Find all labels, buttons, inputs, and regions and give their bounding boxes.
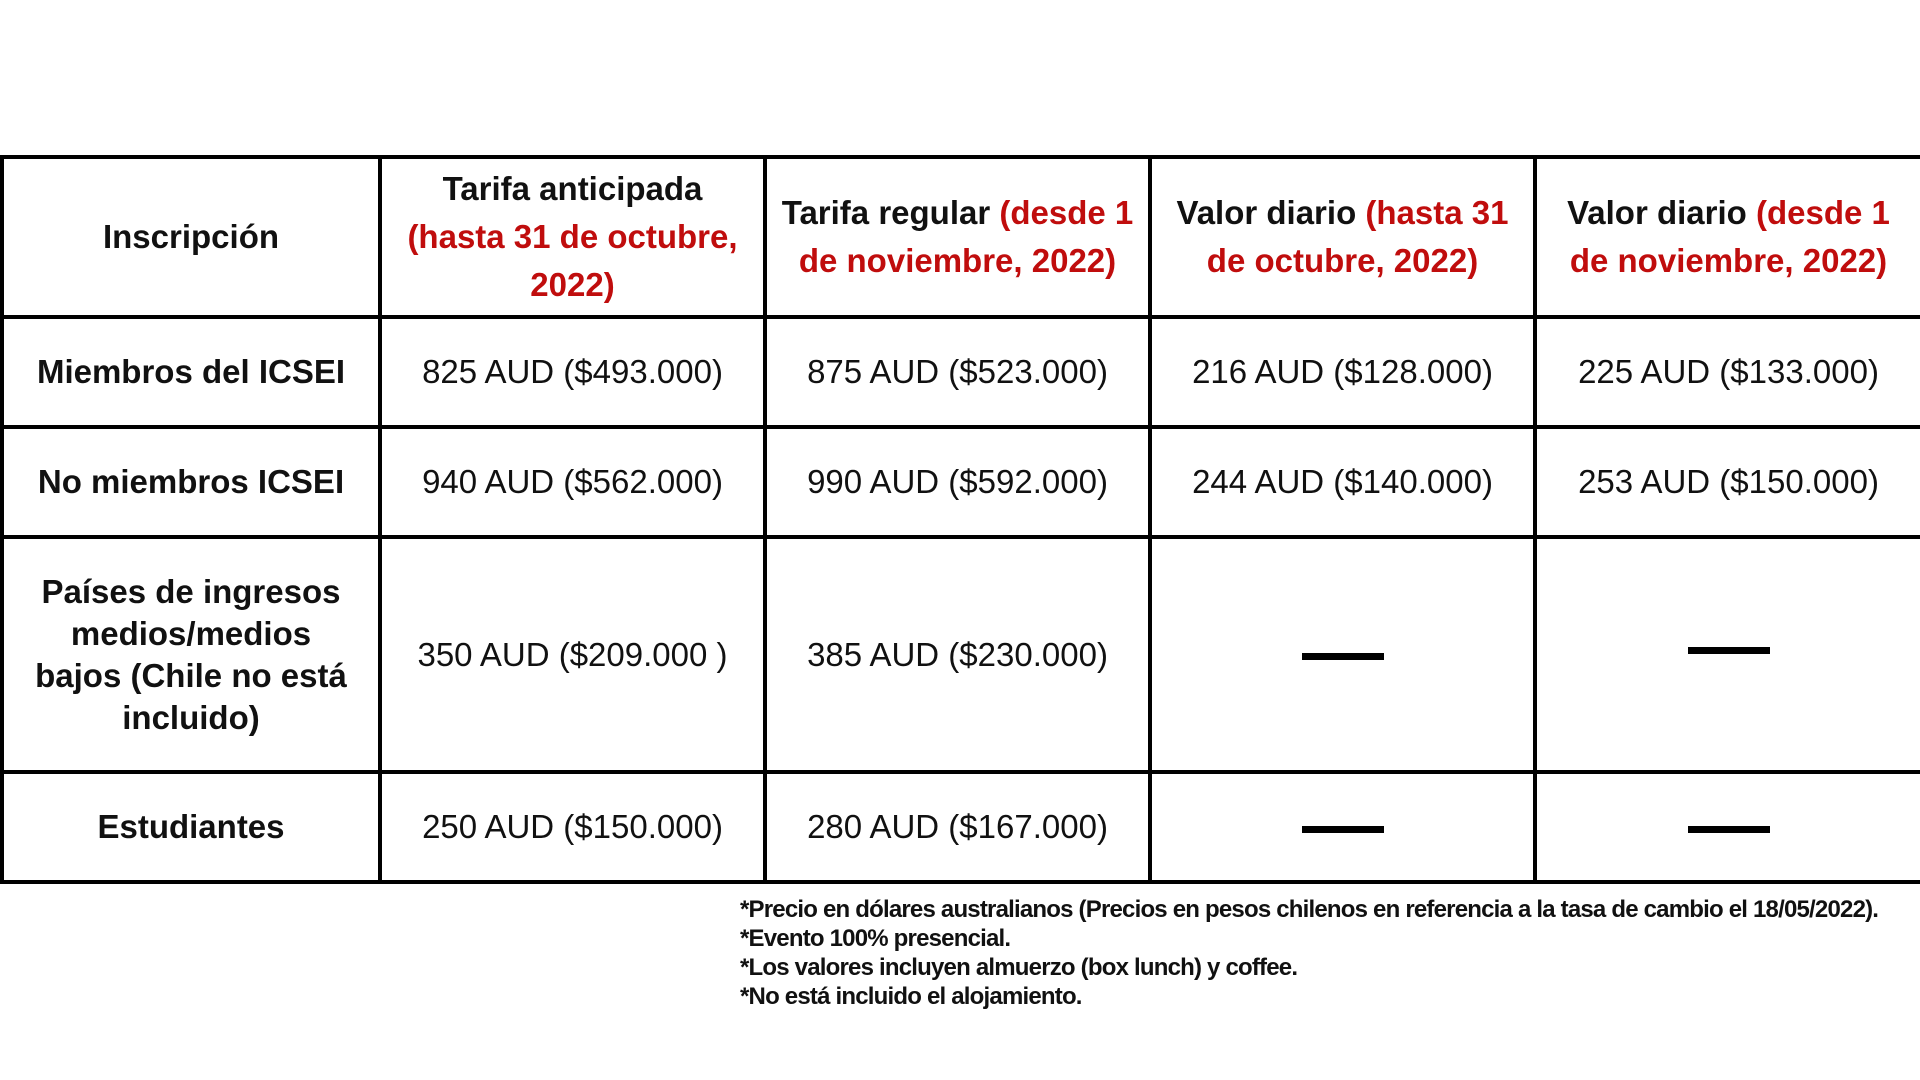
header-detail: (desde 1 de noviembre, 2022) [1569, 194, 1890, 279]
footnote: *Evento 100% presencial. [740, 925, 1011, 952]
dash-icon [1302, 653, 1384, 660]
header-main: Valor diario [1176, 194, 1357, 231]
footnote: *Precio en dólares australianos (Precios en pesos chilenos en referencia a la tasa de cambio el 18/05/2022). [740, 896, 1879, 923]
pricing-table [0, 155, 1920, 884]
footnote: *Los valores incluyen almuerzo (box lunch) y coffee. [740, 954, 1298, 981]
header-main: Tarifa anticipada [442, 170, 703, 207]
header-main: Tarifa regular [781, 194, 991, 231]
header-valor-diario-desde [1535, 157, 1920, 317]
price-cell: 280 AUD ($167.000) [765, 772, 1150, 882]
row-label: No miembros ICSEI [2, 427, 380, 537]
row-label: Estudiantes [2, 772, 380, 882]
price-cell: 216 AUD ($128.000) [1150, 317, 1535, 427]
header-inscripcion-label: Inscripción [102, 218, 280, 255]
table-row-no-miembros [2, 427, 1920, 537]
row-label: Miembros del ICSEI [2, 317, 380, 427]
price-cell: 875 AUD ($523.000) [765, 317, 1150, 427]
header-detail: (hasta 31 de octubre, 2022) [1206, 194, 1509, 279]
header-tarifa-regular [765, 157, 1150, 317]
price-cell: 825 AUD ($493.000) [380, 317, 765, 427]
footnote: *No está incluido el alojamiento. [740, 983, 1082, 1010]
table-row-estudiantes [2, 772, 1920, 882]
header-inscripcion [2, 157, 380, 317]
price-cell: 225 AUD ($133.000) [1535, 317, 1920, 427]
header-detail: (hasta 31 de octubre, 2022) [407, 218, 738, 303]
price-cell: 940 AUD ($562.000) [380, 427, 765, 537]
row-label: Países de ingresos medios/medios bajos (Chile no está incluido) [2, 537, 380, 772]
not-applicable-cell [1535, 772, 1920, 882]
table-row-miembros [2, 317, 1920, 427]
price-cell: 253 AUD ($150.000) [1535, 427, 1920, 537]
header-tarifa-anticipada [380, 157, 765, 317]
header-main: Valor diario [1567, 194, 1747, 231]
header-row [2, 157, 1920, 317]
not-applicable-cell [1150, 772, 1535, 882]
price-cell: 990 AUD ($592.000) [765, 427, 1150, 537]
not-applicable-cell [1535, 537, 1920, 772]
footnotes [740, 895, 1920, 1011]
price-cell: 244 AUD ($140.000) [1150, 427, 1535, 537]
dash-icon [1302, 826, 1384, 833]
dash-icon [1688, 826, 1770, 833]
dash-icon [1688, 647, 1770, 654]
header-valor-diario-hasta [1150, 157, 1535, 317]
price-cell: 250 AUD ($150.000) [380, 772, 765, 882]
header-detail: (desde 1 de noviembre, 2022) [798, 194, 1134, 279]
price-cell: 350 AUD ($209.000 ) [380, 537, 765, 772]
not-applicable-cell [1150, 537, 1535, 772]
price-cell: 385 AUD ($230.000) [765, 537, 1150, 772]
table-row-paises [2, 537, 1920, 772]
